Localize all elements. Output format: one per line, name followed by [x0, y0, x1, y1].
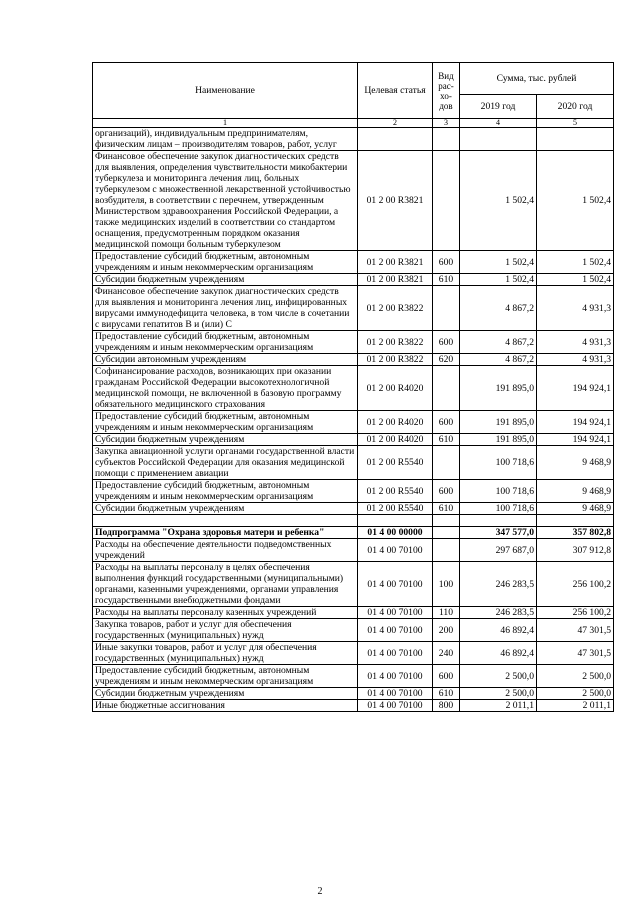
- row-value-2019: 246 283,5: [460, 607, 537, 619]
- table-row: [93, 619, 614, 642]
- table-row: [93, 446, 614, 480]
- row-target-article: 01 2 00 R5540: [358, 503, 433, 515]
- row-value-2020: 47 301,5: [537, 642, 614, 665]
- row-target-article: 01 2 00 R4020: [358, 434, 433, 446]
- row-value-2019: 100 718,6: [460, 503, 537, 515]
- row-name: Предоставление субсидий бюджетным, автономным учреждениям и иным некоммерческим организациям: [93, 331, 358, 354]
- table-row: [93, 151, 614, 251]
- row-expense-kind: 600: [433, 665, 460, 688]
- header-target-article: Целевая статья: [358, 63, 433, 119]
- row-name: Субсидии бюджетным учреждениям: [93, 688, 358, 700]
- row-value-2019: 297 687,0: [460, 539, 537, 562]
- row-expense-kind: 800: [433, 700, 460, 712]
- row-value-2020: 357 802,8: [537, 527, 614, 539]
- table-row: [93, 665, 614, 688]
- row-value-2019: 2 500,0: [460, 665, 537, 688]
- row-value-2019: 100 718,6: [460, 480, 537, 503]
- row-expense-kind: 620: [433, 354, 460, 366]
- table-row: [93, 688, 614, 700]
- header-year-2020: 2020 год: [537, 95, 614, 119]
- row-value-2019: 2 011,1: [460, 700, 537, 712]
- row-target-article: 01 4 00 70100: [358, 539, 433, 562]
- row-value-2020: 1 502,4: [537, 274, 614, 286]
- row-value-2020: 9 468,9: [537, 446, 614, 480]
- row-expense-kind: 600: [433, 251, 460, 274]
- row-expense-kind: 600: [433, 480, 460, 503]
- row-value-2019: 347 577,0: [460, 527, 537, 539]
- row-name: Субсидии бюджетным учреждениям: [93, 434, 358, 446]
- row-target-article: 01 4 00 70100: [358, 642, 433, 665]
- row-expense-kind: 100: [433, 562, 460, 607]
- table-row: [93, 411, 614, 434]
- row-target-article: [358, 128, 433, 151]
- table-row: [93, 251, 614, 274]
- table-row: [93, 286, 614, 331]
- row-expense-kind: [433, 446, 460, 480]
- table-row: [93, 480, 614, 503]
- row-value-2020: 2 011,1: [537, 700, 614, 712]
- row-value-2019: 191 895,0: [460, 434, 537, 446]
- table-row: [93, 642, 614, 665]
- row-target-article: 01 2 00 R3821: [358, 274, 433, 286]
- row-value-2019: 4 867,2: [460, 354, 537, 366]
- row-name: Предоставление субсидий бюджетным, автономным учреждениям и иным некоммерческим организациям: [93, 411, 358, 434]
- row-value-2020: [537, 128, 614, 151]
- row-target-article: 01 2 00 R3821: [358, 151, 433, 251]
- row-name: Предоставление субсидий бюджетным, автономным учреждениям и иным некоммерческим организациям: [93, 665, 358, 688]
- row-expense-kind: 240: [433, 642, 460, 665]
- row-value-2019: 100 718,6: [460, 446, 537, 480]
- table-row: [93, 527, 614, 539]
- row-target-article: 01 2 00 R3822: [358, 286, 433, 331]
- row-value-2020: [537, 515, 614, 527]
- column-number: 3: [433, 119, 460, 128]
- row-value-2020: 9 468,9: [537, 503, 614, 515]
- row-name: Расходы на выплаты персоналу казенных учреждений: [93, 607, 358, 619]
- row-target-article: 01 2 00 R4020: [358, 411, 433, 434]
- row-name: организаций), индивидуальным предпринимателям, физическим лицам – производителям товаров, работ, услуг: [93, 128, 358, 151]
- row-name: Субсидии бюджетным учреждениям: [93, 274, 358, 286]
- row-target-article: 01 2 00 R3821: [358, 251, 433, 274]
- row-expense-kind: [433, 128, 460, 151]
- table-row: [93, 562, 614, 607]
- row-name: Предоставление субсидий бюджетным, автономным учреждениям и иным некоммерческим организациям: [93, 480, 358, 503]
- row-target-article: 01 2 00 R3822: [358, 331, 433, 354]
- row-name: Расходы на обеспечение деятельности подведомственных учреждений: [93, 539, 358, 562]
- table-row: [93, 128, 614, 151]
- row-expense-kind: [433, 539, 460, 562]
- table-row: [93, 539, 614, 562]
- table-body: [93, 128, 614, 712]
- row-value-2019: 191 895,0: [460, 366, 537, 411]
- row-expense-kind: [433, 527, 460, 539]
- row-target-article: 01 4 00 70100: [358, 607, 433, 619]
- row-value-2020: 2 500,0: [537, 665, 614, 688]
- row-name: Софинансирование расходов, возникающих при оказании гражданам Российской Федерации высокотехнологичной медицинской помощи, не включенной в базовую программу обязательного медицинского страхования: [93, 366, 358, 411]
- row-expense-kind: 610: [433, 503, 460, 515]
- column-number: 2: [358, 119, 433, 128]
- header-year-2019: 2019 год: [460, 95, 537, 119]
- row-value-2019: 2 500,0: [460, 688, 537, 700]
- row-name: Иные бюджетные ассигнования: [93, 700, 358, 712]
- row-name: Субсидии бюджетным учреждениям: [93, 503, 358, 515]
- row-value-2019: 191 895,0: [460, 411, 537, 434]
- row-target-article: 01 4 00 70100: [358, 688, 433, 700]
- row-target-article: 01 4 00 70100: [358, 562, 433, 607]
- row-name: Подпрограмма "Охрана здоровья матери и ребенка": [93, 527, 358, 539]
- column-number: 5: [537, 119, 614, 128]
- row-value-2020: 2 500,0: [537, 688, 614, 700]
- row-value-2020: 4 931,3: [537, 331, 614, 354]
- row-value-2020: 194 924,1: [537, 434, 614, 446]
- row-expense-kind: [433, 151, 460, 251]
- table-row: [93, 434, 614, 446]
- row-name: Расходы на выплаты персоналу в целях обеспечения выполнения функций государственными (муниципальными) органами, казенными учреждениями, органами управления государственными внебюджетными фондами: [93, 562, 358, 607]
- table-row: [93, 366, 614, 411]
- row-target-article: 01 2 00 R4020: [358, 366, 433, 411]
- budget-table: [92, 62, 614, 712]
- row-target-article: [358, 515, 433, 527]
- row-value-2019: 246 283,5: [460, 562, 537, 607]
- row-value-2020: 1 502,4: [537, 251, 614, 274]
- row-value-2020: 1 502,4: [537, 151, 614, 251]
- table-row: [93, 503, 614, 515]
- row-value-2020: 256 100,2: [537, 607, 614, 619]
- row-value-2019: 4 867,2: [460, 286, 537, 331]
- row-target-article: 01 4 00 00000: [358, 527, 433, 539]
- row-value-2020: 4 931,3: [537, 286, 614, 331]
- row-target-article: 01 4 00 70100: [358, 619, 433, 642]
- header-name: Наименование: [93, 63, 358, 119]
- row-name: [93, 515, 358, 527]
- row-name: Субсидии автономным учреждениям: [93, 354, 358, 366]
- row-value-2020: 194 924,1: [537, 366, 614, 411]
- row-target-article: 01 2 00 R3822: [358, 354, 433, 366]
- column-number: 4: [460, 119, 537, 128]
- row-target-article: 01 2 00 R5540: [358, 480, 433, 503]
- row-name: Финансовое обеспечение закупок диагностических средств для выявления, определения чувствительности микобактерии туберкулеза и мониторинга лечения лиц, больных туберкулезом с множественной лекарственной устойчивостью возбудителя, в соответствии с перечнем, утвержденным Министерством здравоохранения Российской Федерации, а также медицинских изделий в соответствии со стандартом оснащения, предусмотренным порядком оказания медицинской помощи больным туберкулезом: [93, 151, 358, 251]
- row-expense-kind: [433, 515, 460, 527]
- row-value-2020: 4 931,3: [537, 354, 614, 366]
- row-value-2020: 9 468,9: [537, 480, 614, 503]
- column-number: 1: [93, 119, 358, 128]
- row-name: Закупка авиационной услуги органами государственной власти субъектов Российской Федерации для оказания медицинской помощи с применением авиации: [93, 446, 358, 480]
- table-row: [93, 354, 614, 366]
- row-name: Предоставление субсидий бюджетным, автономным учреждениям и иным некоммерческим организациям: [93, 251, 358, 274]
- row-value-2019: 1 502,4: [460, 151, 537, 251]
- row-value-2019: 1 502,4: [460, 274, 537, 286]
- table-row: [93, 331, 614, 354]
- row-expense-kind: 110: [433, 607, 460, 619]
- row-expense-kind: 200: [433, 619, 460, 642]
- row-expense-kind: 600: [433, 331, 460, 354]
- row-value-2019: [460, 515, 537, 527]
- row-name: Закупка товаров, работ и услуг для обеспечения государственных (муниципальных) нужд: [93, 619, 358, 642]
- row-value-2019: 46 892,4: [460, 619, 537, 642]
- row-target-article: 01 4 00 70100: [358, 665, 433, 688]
- row-expense-kind: [433, 366, 460, 411]
- row-value-2019: [460, 128, 537, 151]
- row-target-article: 01 2 00 R5540: [358, 446, 433, 480]
- header-expense-kind: Вид рас-хо-дов: [433, 63, 460, 119]
- table-row: [93, 700, 614, 712]
- row-value-2019: 4 867,2: [460, 331, 537, 354]
- row-value-2020: 47 301,5: [537, 619, 614, 642]
- row-name: Финансовое обеспечение закупок диагностических средств для выявления и мониторинга лечения лиц, инфицированных вирусами иммунодефицита человека, в том числе в сочетании с вирусами гепатитов В и (или) С: [93, 286, 358, 331]
- row-expense-kind: 610: [433, 688, 460, 700]
- page-number: 2: [317, 886, 323, 897]
- row-value-2020: 256 100,2: [537, 562, 614, 607]
- row-expense-kind: [433, 286, 460, 331]
- header-sum: Сумма, тыс. рублей: [460, 63, 614, 95]
- table-row: [93, 274, 614, 286]
- row-value-2020: 194 924,1: [537, 411, 614, 434]
- row-expense-kind: 610: [433, 434, 460, 446]
- row-value-2019: 1 502,4: [460, 251, 537, 274]
- row-expense-kind: 600: [433, 411, 460, 434]
- row-expense-kind: 610: [433, 274, 460, 286]
- row-value-2020: 307 912,8: [537, 539, 614, 562]
- row-value-2019: 46 892,4: [460, 642, 537, 665]
- table-row: [93, 515, 614, 527]
- row-target-article: 01 4 00 70100: [358, 700, 433, 712]
- table-row: [93, 607, 614, 619]
- row-name: Иные закупки товаров, работ и услуг для обеспечения государственных (муниципальных) нужд: [93, 642, 358, 665]
